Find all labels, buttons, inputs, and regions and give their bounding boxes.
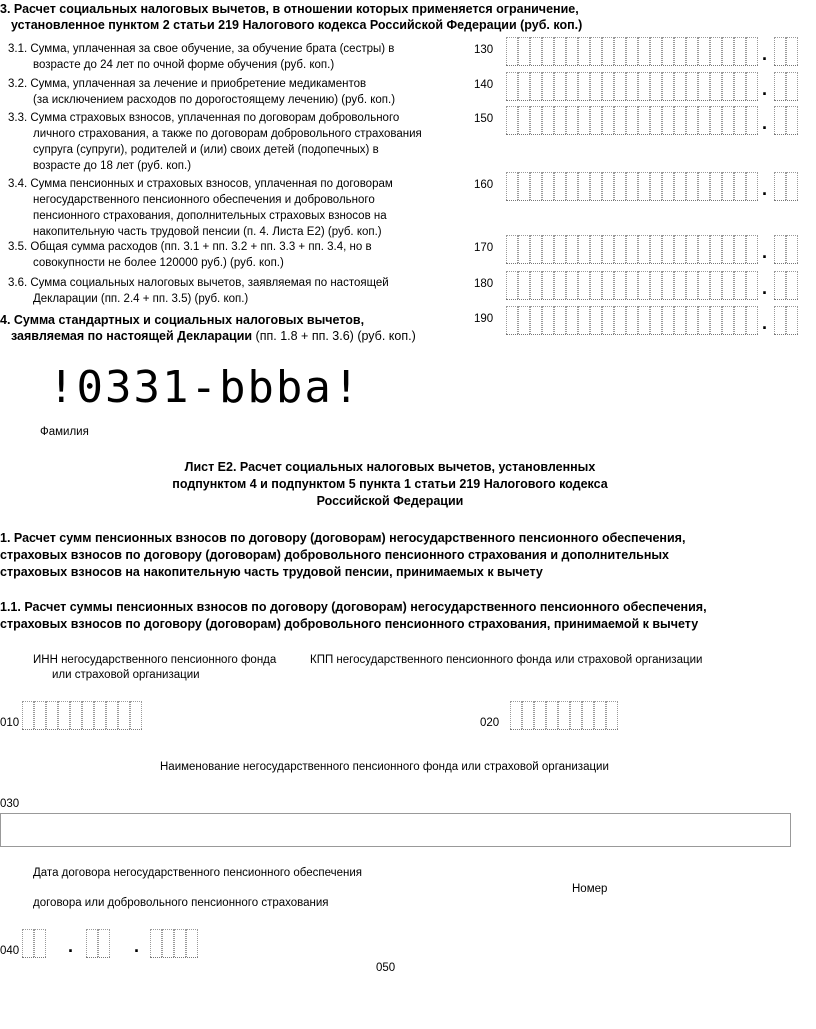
row-label-line: возрасте до 18 лет (руб. коп.) [33, 160, 192, 172]
input-cell[interactable] [518, 172, 530, 200]
input-cell[interactable] [662, 106, 674, 134]
input-cell[interactable] [522, 701, 534, 729]
input-cell[interactable] [638, 106, 650, 134]
input-cell[interactable] [698, 306, 710, 334]
row4-kopeck-cells[interactable] [774, 306, 798, 335]
row-label-line: 3.3. Сумма страховых взносов, уплаченная по договорам добровольного [8, 112, 400, 124]
barcode-text: !0331-bbba! [48, 362, 362, 413]
sheet-e2-title-line2: подпунктом 4 и подпунктом 5 пункта 1 статьи 219 Налогового кодекса [172, 477, 608, 491]
input-cell[interactable] [578, 235, 590, 263]
date-label-line1: Дата договора негосударственного пенсионного обеспечения [33, 867, 362, 879]
input-cell[interactable] [130, 701, 142, 729]
input-cell[interactable] [70, 701, 82, 729]
input-cell[interactable] [506, 306, 518, 334]
decimal-point: . [134, 936, 140, 956]
input-cell[interactable] [734, 37, 746, 65]
input-cell[interactable] [734, 306, 746, 334]
input-cell[interactable] [638, 235, 650, 263]
input-cell[interactable] [746, 235, 758, 263]
row-label-line: Декларации (пп. 2.4 + пп. 3.5) (руб. коп.) [33, 293, 249, 305]
input-cell[interactable] [698, 235, 710, 263]
input-cell[interactable] [786, 172, 798, 200]
input-cell[interactable] [786, 271, 798, 299]
input-cell[interactable] [662, 306, 674, 334]
input-cell[interactable] [710, 306, 722, 334]
input-cell[interactable] [578, 172, 590, 200]
input-cell[interactable] [554, 235, 566, 263]
row-label-line: 3.4. Сумма пенсионных и страховых взносов, уплаченная по договорам [8, 178, 393, 190]
input-cell[interactable] [674, 106, 686, 134]
input-cell[interactable] [650, 106, 662, 134]
section1-line3: страховых взносов на накопительную часть трудовой пенсии, принимаемых к вычету [0, 565, 543, 579]
kopeck-cells[interactable] [774, 172, 798, 201]
input-cell[interactable] [674, 271, 686, 299]
row-label-line: (за исключением расходов по дорогостоящему лечению) (руб. коп.) [33, 94, 396, 106]
amount-cells[interactable] [506, 72, 758, 101]
input-cell[interactable] [650, 271, 662, 299]
input-cell[interactable] [602, 72, 614, 100]
decimal-point: . [762, 44, 768, 64]
kopeck-cells[interactable] [774, 72, 798, 101]
amount-cells[interactable] [506, 172, 758, 201]
section1-line1: 1. Расчет сумм пенсионных взносов по договору (договорам) негосударственного пенсионного обеспечения, [0, 531, 686, 545]
input-cell[interactable] [566, 106, 578, 134]
amount-cells[interactable] [506, 37, 758, 66]
input-cell[interactable] [174, 929, 186, 957]
input-cell[interactable] [774, 235, 786, 263]
row4-label-rest: (пп. 1.8 + пп. 3.6) (руб. коп.) [252, 329, 416, 343]
input-cell[interactable] [710, 37, 722, 65]
input-cell[interactable] [614, 306, 626, 334]
input-cell[interactable] [602, 37, 614, 65]
sheet-e2-title-line1: Лист Е2. Расчет социальных налоговых вычетов, установленных [184, 460, 596, 474]
input-cell[interactable] [186, 929, 198, 957]
input-cell[interactable] [686, 37, 698, 65]
date-day-cells[interactable] [22, 929, 46, 958]
input-cell[interactable] [566, 235, 578, 263]
section3-header-line2: установленное пунктом 2 статьи 219 Налогового кодекса Российской Федерации (руб. коп.) [11, 18, 583, 32]
input-cell[interactable] [746, 271, 758, 299]
amount-cells[interactable] [506, 106, 758, 135]
kopeck-cells[interactable] [774, 235, 798, 264]
input-cell[interactable] [542, 72, 554, 100]
input-cell[interactable] [530, 37, 542, 65]
input-cell[interactable] [722, 172, 734, 200]
input-cell[interactable] [626, 72, 638, 100]
decimal-point: . [762, 278, 768, 298]
input-cell[interactable] [638, 37, 650, 65]
input-cell[interactable] [698, 37, 710, 65]
input-cell[interactable] [518, 306, 530, 334]
input-cell[interactable] [506, 37, 518, 65]
input-cell[interactable] [674, 72, 686, 100]
row-label-line: 3.5. Общая сумма расходов (пп. 3.1 + пп. 3.2 + пп. 3.3 + пп. 3.4, но в [8, 241, 372, 253]
input-cell[interactable] [614, 37, 626, 65]
input-cell[interactable] [566, 172, 578, 200]
row4-label-line1: 4. Сумма стандартных и социальных налоговых вычетов, [0, 313, 365, 327]
input-cell[interactable] [626, 37, 638, 65]
input-cell[interactable] [710, 172, 722, 200]
input-cell[interactable] [722, 306, 734, 334]
section1-line2: страховых взносов по договору (договорам) добровольного пенсионного страхования и дополнительных [0, 548, 670, 562]
input-cell[interactable] [86, 929, 98, 957]
code-030: 030 [0, 798, 20, 810]
input-cell[interactable] [34, 929, 46, 957]
input-cell[interactable] [590, 72, 602, 100]
date-month-cells[interactable] [86, 929, 110, 958]
row-label-line: 3.1. Сумма, уплаченная за свое обучение, за обучение брата (сестры) в [8, 43, 395, 55]
row-label-line: супруга (супруги), родителей и (или) своих детей (подопечных) в [33, 144, 379, 156]
input-cell[interactable] [786, 72, 798, 100]
input-cell[interactable] [518, 235, 530, 263]
input-cell[interactable] [626, 235, 638, 263]
input-cell[interactable] [590, 172, 602, 200]
input-cell[interactable] [566, 37, 578, 65]
input-cell[interactable] [582, 701, 594, 729]
row-code: 140 [474, 79, 494, 91]
inn-label-line2: или страховой организации [52, 669, 200, 681]
input-cell[interactable] [786, 106, 798, 134]
input-cell[interactable] [786, 306, 798, 334]
input-cell[interactable] [106, 701, 118, 729]
input-cell[interactable] [542, 172, 554, 200]
input-cell[interactable] [542, 106, 554, 134]
input-cell[interactable] [546, 701, 558, 729]
input-cell[interactable] [614, 72, 626, 100]
input-cell[interactable] [590, 37, 602, 65]
input-cell[interactable] [774, 306, 786, 334]
input-cell[interactable] [722, 235, 734, 263]
input-cell[interactable] [578, 37, 590, 65]
input-cell[interactable] [614, 271, 626, 299]
input-cell[interactable] [602, 172, 614, 200]
input-cell[interactable] [566, 306, 578, 334]
section11-line1: 1.1. Расчет суммы пенсионных взносов по договору (договорам) негосударственного пенсионного обеспечения, [0, 600, 707, 614]
section11-line2: страховых взносов по договору (договорам) добровольного пенсионного страхования, принимаемой к вычету [0, 617, 699, 631]
decimal-point: . [762, 113, 768, 133]
input-cell[interactable] [590, 306, 602, 334]
input-cell[interactable] [722, 72, 734, 100]
input-cell[interactable] [686, 106, 698, 134]
input-cell[interactable] [58, 701, 70, 729]
input-cell[interactable] [734, 235, 746, 263]
input-cell[interactable] [650, 72, 662, 100]
input-cell[interactable] [554, 37, 566, 65]
input-cell[interactable] [554, 172, 566, 200]
input-cell[interactable] [774, 72, 786, 100]
surname-label: Фамилия [40, 426, 89, 438]
input-cell[interactable] [674, 37, 686, 65]
input-cell[interactable] [530, 271, 542, 299]
row4-label-line2 [11, 328, 416, 344]
input-cell[interactable] [746, 106, 758, 134]
kopeck-cells[interactable] [774, 37, 798, 66]
kopeck-cells[interactable] [774, 106, 798, 135]
input-cell[interactable] [626, 271, 638, 299]
input-cell[interactable] [638, 172, 650, 200]
input-cell[interactable] [774, 271, 786, 299]
date-year-cells[interactable] [150, 929, 198, 958]
input-cell[interactable] [662, 37, 674, 65]
input-cell[interactable] [698, 106, 710, 134]
input-cell[interactable] [534, 701, 546, 729]
input-cell[interactable] [606, 701, 618, 729]
input-cell[interactable] [614, 172, 626, 200]
input-cell[interactable] [710, 271, 722, 299]
date-label-line2: договора или добровольного пенсионного страхования [33, 897, 329, 909]
input-cell[interactable] [786, 235, 798, 263]
input-cell[interactable] [506, 106, 518, 134]
amount-cells[interactable] [506, 271, 758, 300]
section3-header-line1: 3. Расчет социальных налоговых вычетов, в отношении которых применяется ограничение, [0, 2, 579, 16]
input-cell[interactable] [674, 306, 686, 334]
input-cell[interactable] [710, 235, 722, 263]
input-cell[interactable] [626, 106, 638, 134]
input-cell[interactable] [774, 37, 786, 65]
input-cell[interactable] [722, 37, 734, 65]
input-cell[interactable] [578, 271, 590, 299]
input-cell[interactable] [558, 701, 570, 729]
row-code: 130 [474, 44, 494, 56]
input-cell[interactable] [578, 106, 590, 134]
input-cell[interactable] [590, 106, 602, 134]
input-cell[interactable] [638, 306, 650, 334]
row-code: 160 [474, 179, 494, 191]
input-cell[interactable] [686, 306, 698, 334]
input-cell[interactable] [662, 172, 674, 200]
input-cell[interactable] [162, 929, 174, 957]
input-cell[interactable] [722, 106, 734, 134]
input-cell[interactable] [650, 306, 662, 334]
row-label-line: 3.6. Сумма социальных налоговых вычетов, заявляемая по настоящей [8, 277, 389, 289]
input-cell[interactable] [506, 72, 518, 100]
input-cell[interactable] [602, 106, 614, 134]
input-cell[interactable] [542, 235, 554, 263]
sheet-e2-title-line3: Российской Федерации [316, 494, 464, 508]
decimal-point: . [762, 179, 768, 199]
input-cell[interactable] [518, 72, 530, 100]
input-cell[interactable] [554, 106, 566, 134]
input-cell[interactable] [602, 306, 614, 334]
input-cell[interactable] [746, 306, 758, 334]
input-cell[interactable] [674, 235, 686, 263]
row4-label-bold: заявляемая по настоящей Декларации [11, 329, 253, 343]
input-cell[interactable] [22, 701, 34, 729]
input-cell[interactable] [746, 37, 758, 65]
input-cell[interactable] [46, 701, 58, 729]
input-cell[interactable] [662, 271, 674, 299]
input-cell[interactable] [638, 271, 650, 299]
input-cell[interactable] [746, 172, 758, 200]
input-cell[interactable] [638, 72, 650, 100]
decimal-point: . [762, 79, 768, 99]
input-cell[interactable] [566, 271, 578, 299]
input-cell[interactable] [686, 235, 698, 263]
input-cell[interactable] [578, 306, 590, 334]
input-cell[interactable] [602, 235, 614, 263]
input-cell[interactable] [22, 929, 34, 957]
row-label-line: пенсионного страхования, дополнительных страховых взносов на [33, 210, 387, 222]
input-cell[interactable] [734, 106, 746, 134]
input-cell[interactable] [542, 306, 554, 334]
input-cell[interactable] [614, 235, 626, 263]
input-cell[interactable] [602, 271, 614, 299]
code-040: 040 [0, 945, 20, 957]
input-cell[interactable] [554, 271, 566, 299]
kpp-cells[interactable] [510, 701, 618, 730]
input-cell[interactable] [150, 929, 162, 957]
input-cell[interactable] [118, 701, 130, 729]
input-cell[interactable] [518, 106, 530, 134]
row-label-line: 3.2. Сумма, уплаченная за лечение и приобретение медикаментов [8, 78, 367, 90]
input-cell[interactable] [98, 929, 110, 957]
input-cell[interactable] [506, 172, 518, 200]
input-cell[interactable] [746, 72, 758, 100]
input-cell[interactable] [94, 701, 106, 729]
input-cell[interactable] [734, 72, 746, 100]
input-cell[interactable] [650, 172, 662, 200]
input-cell[interactable] [710, 72, 722, 100]
input-cell[interactable] [686, 172, 698, 200]
input-cell[interactable] [530, 235, 542, 263]
input-cell[interactable] [734, 271, 746, 299]
decimal-point: . [762, 313, 768, 333]
input-cell[interactable] [590, 235, 602, 263]
input-cell[interactable] [722, 271, 734, 299]
amount-cells[interactable] [506, 235, 758, 264]
row-code: 170 [474, 242, 494, 254]
number-label: Номер [572, 883, 608, 895]
input-cell[interactable] [774, 106, 786, 134]
input-cell[interactable] [614, 106, 626, 134]
input-cell[interactable] [674, 172, 686, 200]
code-050: 050 [376, 962, 396, 974]
row-code: 150 [474, 113, 494, 125]
input-cell[interactable] [686, 72, 698, 100]
input-cell[interactable] [698, 271, 710, 299]
input-cell[interactable] [82, 701, 94, 729]
code-020: 020 [480, 717, 500, 729]
input-cell[interactable] [510, 701, 522, 729]
input-cell[interactable] [554, 72, 566, 100]
row4-amount-cells[interactable] [506, 306, 758, 335]
input-cell[interactable] [590, 271, 602, 299]
row-label-line: накопительную часть трудовой пенсии (п. 4. Листа Е2) (руб. коп.) [33, 226, 382, 238]
input-cell[interactable] [698, 72, 710, 100]
row-label-line: совокупности не более 120000 руб.) (руб. коп.) [33, 257, 284, 269]
input-cell[interactable] [530, 72, 542, 100]
input-cell[interactable] [698, 172, 710, 200]
row-label-line: возрасте до 24 лет по очной форме обучения (руб. коп.) [33, 59, 335, 71]
name-input[interactable] [0, 813, 791, 847]
kpp-label: КПП негосударственного пенсионного фонда или страховой организации [310, 654, 703, 666]
code-010: 010 [0, 717, 20, 729]
input-cell[interactable] [626, 306, 638, 334]
input-cell[interactable] [542, 37, 554, 65]
input-cell[interactable] [650, 37, 662, 65]
input-cell[interactable] [662, 72, 674, 100]
input-cell[interactable] [518, 271, 530, 299]
kopeck-cells[interactable] [774, 271, 798, 300]
input-cell[interactable] [530, 172, 542, 200]
input-cell[interactable] [506, 235, 518, 263]
input-cell[interactable] [626, 172, 638, 200]
input-cell[interactable] [578, 72, 590, 100]
decimal-point: . [68, 936, 74, 956]
input-cell[interactable] [506, 271, 518, 299]
input-cell[interactable] [34, 701, 46, 729]
input-cell[interactable] [662, 235, 674, 263]
input-cell[interactable] [570, 701, 582, 729]
row4-code: 190 [474, 313, 494, 325]
row-label-line: личного страхования, а также по договорам добровольного страхования [33, 128, 422, 140]
name-label: Наименование негосударственного пенсионного фонда или страховой организации [160, 761, 609, 773]
input-cell[interactable] [518, 37, 530, 65]
input-cell[interactable] [530, 106, 542, 134]
input-cell[interactable] [734, 172, 746, 200]
inn-cells[interactable] [22, 701, 142, 730]
input-cell[interactable] [774, 172, 786, 200]
input-cell[interactable] [686, 271, 698, 299]
row-code: 180 [474, 278, 494, 290]
decimal-point: . [762, 242, 768, 262]
input-cell[interactable] [786, 37, 798, 65]
input-cell[interactable] [710, 106, 722, 134]
input-cell[interactable] [566, 72, 578, 100]
input-cell[interactable] [542, 271, 554, 299]
input-cell[interactable] [594, 701, 606, 729]
input-cell[interactable] [530, 306, 542, 334]
inn-label-line1: ИНН негосударственного пенсионного фонда [33, 654, 277, 666]
input-cell[interactable] [650, 235, 662, 263]
input-cell[interactable] [554, 306, 566, 334]
row-label-line: негосударственного пенсионного обеспечения и добровольного [33, 194, 375, 206]
